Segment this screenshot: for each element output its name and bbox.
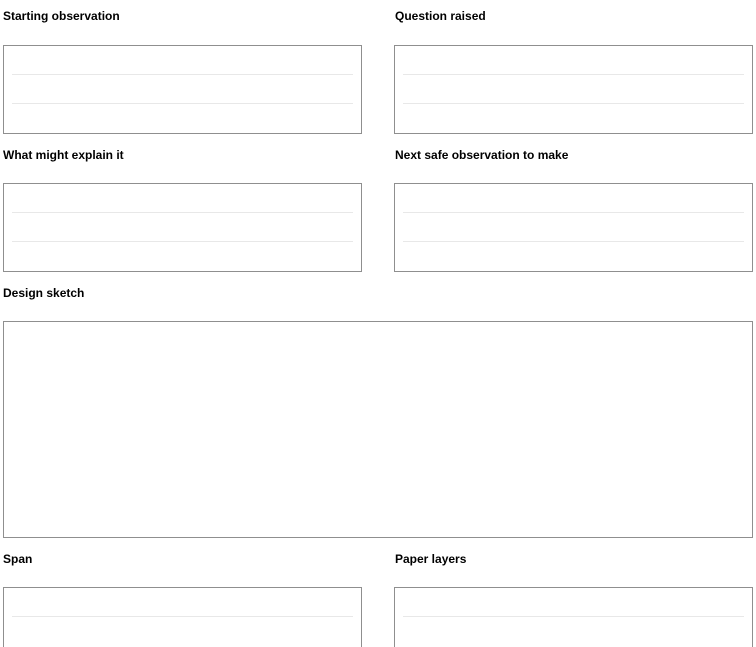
question-raised-label: Question raised — [395, 9, 486, 23]
what-might-explain-field[interactable] — [3, 183, 362, 272]
ruled-line — [403, 241, 744, 242]
ruled-line — [12, 212, 353, 213]
next-safe-observation-field[interactable] — [394, 183, 753, 272]
span-field[interactable] — [3, 587, 362, 647]
ruled-line — [12, 241, 353, 242]
paper-layers-field[interactable] — [394, 587, 753, 647]
paper-layers-label: Paper layers — [395, 552, 467, 566]
ruled-line — [12, 103, 353, 104]
ruled-line — [403, 103, 744, 104]
starting-observation-field[interactable] — [3, 45, 362, 134]
ruled-line — [12, 74, 353, 75]
starting-observation-label: Starting observation — [3, 9, 120, 23]
span-label: Span — [3, 552, 33, 566]
ruled-line — [403, 212, 744, 213]
ruled-line — [403, 616, 744, 617]
question-raised-field[interactable] — [394, 45, 753, 134]
ruled-line — [403, 74, 744, 75]
what-might-explain-label: What might explain it — [3, 148, 124, 162]
design-sketch-area[interactable] — [3, 321, 753, 538]
design-sketch-label: Design sketch — [3, 286, 85, 300]
next-safe-observation-label: Next safe observation to make — [395, 148, 569, 162]
ruled-line — [12, 616, 353, 617]
